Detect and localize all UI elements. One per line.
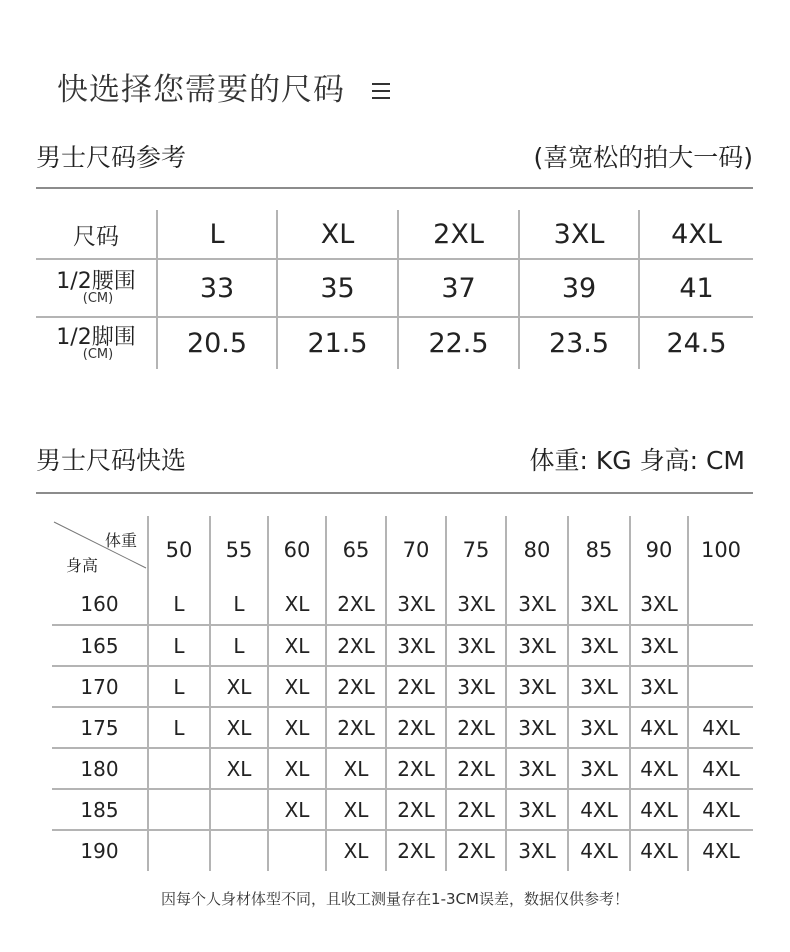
size-cell: 4XL [568, 830, 630, 871]
size-cell: 3XL [568, 625, 630, 666]
size-cell: XL [210, 666, 268, 707]
table-row [52, 830, 753, 871]
table-row [52, 666, 753, 707]
size-reference-title: 男士尺码参考 [36, 143, 187, 172]
size-cell: L [210, 584, 268, 625]
size-cell: 2XL [326, 666, 386, 707]
size-cell: 2XL [386, 748, 446, 789]
footer-note: 因每个人身材体型不同，且收工测量存在1-3CM误差，数据仅供参考！ [161, 890, 629, 908]
size-cell: XL [268, 584, 326, 625]
corner-weight-label: 体重 [104, 531, 137, 550]
weight-header: 65 [326, 516, 386, 584]
size-cell: 3XL [630, 666, 688, 707]
size-header: L [157, 210, 277, 259]
height-label: 180 [52, 748, 148, 789]
size-cell [688, 625, 753, 666]
weight-header: 90 [630, 516, 688, 584]
table-cell: 21.5 [277, 317, 398, 369]
size-cell: L [148, 666, 210, 707]
size-cell: 3XL [568, 748, 630, 789]
table-cell: 23.5 [519, 317, 639, 369]
size-cell [210, 789, 268, 830]
table-row [52, 625, 753, 666]
size-cell: 2XL [386, 789, 446, 830]
size-cell: 2XL [326, 584, 386, 625]
height-label: 165 [52, 625, 148, 666]
size-reference-note: (喜宽松的拍大一码) [533, 143, 753, 172]
size-reference-table [36, 210, 753, 369]
size-cell: XL [326, 830, 386, 871]
size-cell: 2XL [326, 625, 386, 666]
size-cell: 2XL [386, 666, 446, 707]
size-cell: 2XL [446, 789, 506, 830]
size-cell: 3XL [506, 666, 568, 707]
size-cell: 3XL [386, 625, 446, 666]
size-cell: 3XL [506, 748, 568, 789]
table-cell: 37 [398, 259, 519, 317]
size-cell [148, 830, 210, 871]
size-cell: 4XL [630, 830, 688, 871]
size-header: 3XL [519, 210, 639, 259]
table-row [36, 210, 753, 259]
size-cell: L [148, 584, 210, 625]
size-cell: 2XL [326, 707, 386, 748]
weight-header: 80 [506, 516, 568, 584]
size-cell: 2XL [446, 707, 506, 748]
size-cell: XL [268, 666, 326, 707]
size-cell [148, 789, 210, 830]
table-row [52, 707, 753, 748]
corner-height-label: 身高 [66, 556, 99, 575]
weight-header: 100 [700, 538, 742, 562]
weight-header: 75 [446, 516, 506, 584]
size-cell: 4XL [688, 707, 753, 748]
size-cell [268, 830, 326, 871]
size-cell: 3XL [568, 584, 630, 625]
table-row [36, 317, 753, 369]
size-cell: L [148, 707, 210, 748]
weight-header: 55 [210, 516, 268, 584]
size-cell: 4XL [630, 748, 688, 789]
quick-select-body [52, 584, 753, 871]
table-cell: 33 [157, 259, 277, 317]
size-cell [688, 584, 753, 625]
size-cell: 3XL [506, 830, 568, 871]
size-cell: 3XL [630, 625, 688, 666]
row-label-unit: (CM) [82, 346, 114, 362]
height-label: 185 [52, 789, 148, 830]
size-cell: 3XL [568, 666, 630, 707]
size-cell: 4XL [688, 789, 753, 830]
section-divider [36, 492, 753, 494]
size-cell: XL [210, 748, 268, 789]
size-cell: 2XL [446, 748, 506, 789]
table-row [52, 748, 753, 789]
size-header: XL [277, 210, 398, 259]
size-cell: 3XL [446, 584, 506, 625]
size-cell: 3XL [630, 584, 688, 625]
size-header-label: 尺码 [36, 210, 157, 259]
size-cell: 3XL [506, 584, 568, 625]
table-header-row [52, 516, 753, 584]
corner-cell [52, 516, 148, 584]
row-label [36, 317, 157, 369]
size-cell: 4XL [688, 748, 753, 789]
size-cell: L [210, 625, 268, 666]
weight-header: 85 [568, 516, 630, 584]
row-label-text: 1/2脚围 [56, 324, 136, 350]
quick-select-title: 男士尺码快选 [36, 446, 187, 475]
size-cell: 3XL [506, 707, 568, 748]
table-row [52, 584, 753, 625]
size-cell: 3XL [506, 789, 568, 830]
menu-icon [372, 83, 390, 99]
quick-select-units: 体重: KG 身高: CM [529, 446, 745, 475]
table-cell: 39 [519, 259, 639, 317]
weight-header: 60 [268, 516, 326, 584]
table-cell: 20.5 [157, 317, 277, 369]
size-cell: XL [268, 625, 326, 666]
size-cell: 3XL [446, 666, 506, 707]
row-label-text: 1/2腰围 [56, 269, 136, 294]
size-cell: 4XL [630, 789, 688, 830]
table-row [36, 259, 753, 317]
page-title: 快选择您需要的尺码 [57, 72, 345, 108]
height-label: 190 [52, 830, 148, 871]
size-cell: 4XL [702, 839, 740, 863]
size-cell: 3XL [386, 584, 446, 625]
table-cell: 24.5 [666, 328, 727, 359]
size-header: 4XL [639, 210, 753, 259]
height-label: 160 [52, 584, 148, 625]
size-cell: XL [326, 789, 386, 830]
height-label: 175 [52, 707, 148, 748]
row-label-unit: (CM) [82, 291, 114, 306]
weight-header: 70 [386, 516, 446, 584]
size-cell: 2XL [386, 707, 446, 748]
size-cell: 2XL [446, 830, 506, 871]
table-row [52, 789, 753, 830]
size-cell: XL [268, 748, 326, 789]
size-cell [148, 748, 210, 789]
size-cell: 3XL [506, 625, 568, 666]
size-cell: 3XL [446, 625, 506, 666]
size-header: 2XL [398, 210, 519, 259]
size-cell: L [148, 625, 210, 666]
size-cell: 4XL [630, 707, 688, 748]
height-label: 170 [52, 666, 148, 707]
section-divider [36, 187, 753, 189]
row-label [36, 259, 157, 317]
size-cell: 3XL [568, 707, 630, 748]
table-cell: 35 [277, 259, 398, 317]
size-cell: 2XL [386, 830, 446, 871]
size-cell: XL [268, 707, 326, 748]
size-cell: XL [326, 748, 386, 789]
table-cell: 41 [639, 259, 753, 317]
size-cell [210, 830, 268, 871]
table-cell: 22.5 [398, 317, 519, 369]
size-cell: XL [210, 707, 268, 748]
weight-header: 50 [148, 516, 210, 584]
size-cell [688, 666, 753, 707]
quick-select-table [52, 516, 753, 871]
size-cell: XL [268, 789, 326, 830]
size-cell: 4XL [568, 789, 630, 830]
